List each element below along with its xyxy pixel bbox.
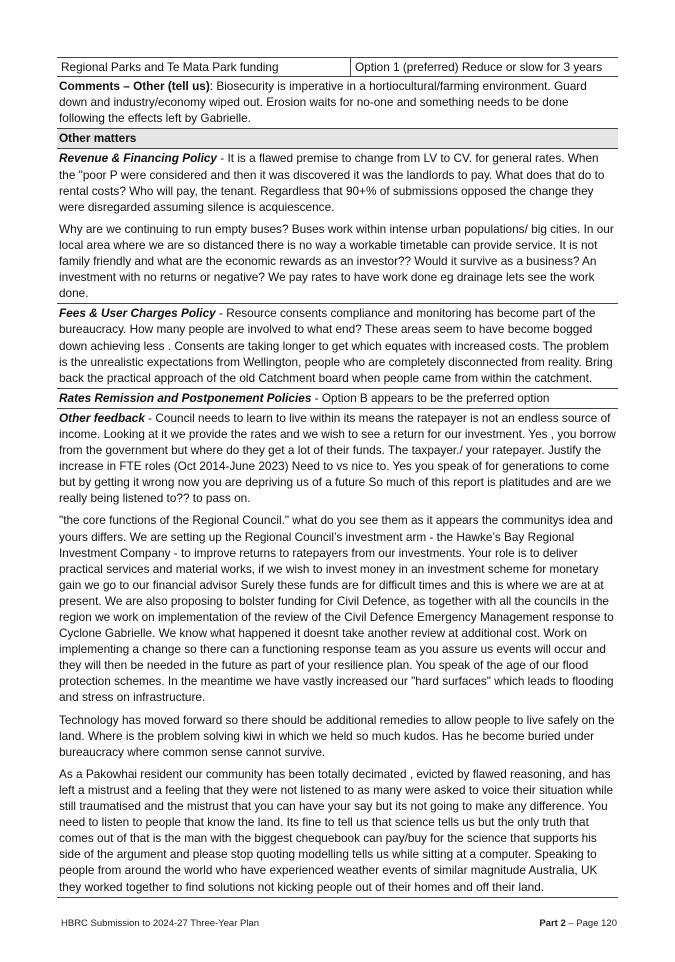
rates-label: Rates Remission and Postponement Policies	[59, 390, 312, 405]
funding-label: Regional Parks and Te Mata Park funding	[57, 58, 351, 76]
comments-other-text: : Biosecurity is imperative in a hortiocultural/farming environment. Guard down and industry/economy wiped out. Erosion waits for no-one and something needs to be done following the effects left by Gabrielle.	[59, 79, 587, 126]
feedback-paragraph-3: Technology has moved forward so there should be additional remedies to allow people to live safely on the land. Where is the problem solving kiwi in which we held so much kudos. Has he become buried under bureaucracy where common sense cannot survive.	[59, 712, 615, 759]
fees-text: - Resource consents compliance and monitoring has become part of the bureaucracy. How many people are involved to what end? These areas seem to have become bogged down achieving less . Consents are taking longer to get which equates with increased costs. The problem is the unrealistic expectations from Wellington, people who are completely disconnected from reality. Bring back the practical approach of the old Catchment board when people came from within the catchment.	[59, 306, 613, 385]
submission-table	[57, 57, 618, 898]
rates-text: - Option B appears to be the preferred option	[311, 390, 550, 405]
feedback-label: Other feedback	[59, 410, 145, 425]
revenue-paragraph-2: Why are we continuing to run empty buses? Buses work within intense urban populations/ big cities. In our local area where we are so distanced there is no way a workable timetable can provide service. It is not family friendly and what are the economic rewards as an investor?? Would it survive as a business? An investment with no returns or negative? We pay rates to have work done eg drainage lets see the work done.	[59, 221, 614, 301]
feedback-paragraph-4: As a Pakowhai resident our community has been totally decimated , evicted by flawed reasoning, and has left a mistrust and a feeling that they were not listened to as many were asked to voice their situation while still traumatised and the mistrust that you can have your say but its not going to make any difference. You need to listen to people that know the land. Its fine to tell us that science tells us but the only truth that comes out of that is the man with the biggest chequebook can pay/buy for the science that supports his side of the argument and please stop quoting modelling tells us while sitting at a computer. Speaking to people from around the world who have experienced weather events of similar magnitude Australia, UK they worked together to find solutions not kicking people out of their homes and off their land.	[59, 766, 614, 894]
page-footer	[61, 918, 617, 929]
footer-page-number	[539, 918, 617, 929]
comments-other-row	[57, 77, 618, 129]
footer-document-title: HBRC Submission to 2024-27 Three-Year Plan	[61, 918, 260, 929]
funding-row	[57, 57, 618, 77]
footer-page: – Page 120	[565, 918, 617, 929]
footer-part: Part 2	[539, 918, 566, 929]
funding-option: Option 1 (preferred) Reduce or slow for 3 years	[355, 60, 603, 74]
comments-other-label: Comments – Other (tell us)	[59, 79, 210, 94]
other-matters-header: Other matters	[57, 129, 618, 149]
feedback-text-1: - Council needs to learn to live within its means the ratepayer is not an endless source of income. Looking at it we provide the rates and we wish to see a return for our investment. Yes , you borrow from the government but where do they get a lot of their funds. The taxpayer./ your ratepayer. Justify the increase in FTE roles (Oct 2014-June 2023) Need to vs nice to. Yes you speak of for generations to come but by getting it wrong now you are depriving us of a future So much of this report is platitudes and are we really being listened to?? to pass on.	[59, 410, 616, 506]
revenue-text-1: - It is a flawed premise to change from LV to CV. for general rates. When the "poor P were considered and then it was discovered it was the landlords to pay. What does that do to rental costs? Who will pay, the tenant. Regardless that 90+% of submissions opposed the change they were disregarded assuming silence is acquiescence.	[59, 151, 605, 214]
revenue-paragraph-1	[59, 150, 616, 214]
fees-label: Fees & User Charges Policy	[59, 306, 216, 321]
feedback-paragraph-1	[59, 410, 616, 507]
other-feedback-row	[57, 409, 618, 898]
feedback-paragraph-2: "the core functions of the Regional Council." what do you see them as it appears the communitys idea and yours differs. We are setting up the Regional Council’s investment arm - the Hawke’s Bay Regional Investment Company - to improve returns to ratepayers from our investments. Your role is to deliver practical services and material works, if we wish to invest money in an investment scheme for monetary gain we go to our financial advisor Surely these funds are for difficult times and this is where we are at at present. We are also proposing to bolster funding for Civil Defence, as together with all the councils in the region we work on implementation of the review of the Civil Defence Emergency Management response to Cyclone Gabrielle. We know what happened it doesnt take another review at additional cost. Work on implementing a change so there can a functioning response team as you assure us events will occur and they will then be needed in the future as part of your resilience plan. You speak of the age of our flood protection schemes. In the meantime we have vastly increased our "hard surfaces" which leads to flooding and stress on infrastructure.	[59, 513, 614, 705]
revenue-financing-row	[57, 149, 618, 304]
fees-charges-row	[57, 304, 618, 388]
rates-remission-row	[57, 389, 618, 409]
revenue-label: Revenue & Financing Policy	[59, 151, 217, 166]
